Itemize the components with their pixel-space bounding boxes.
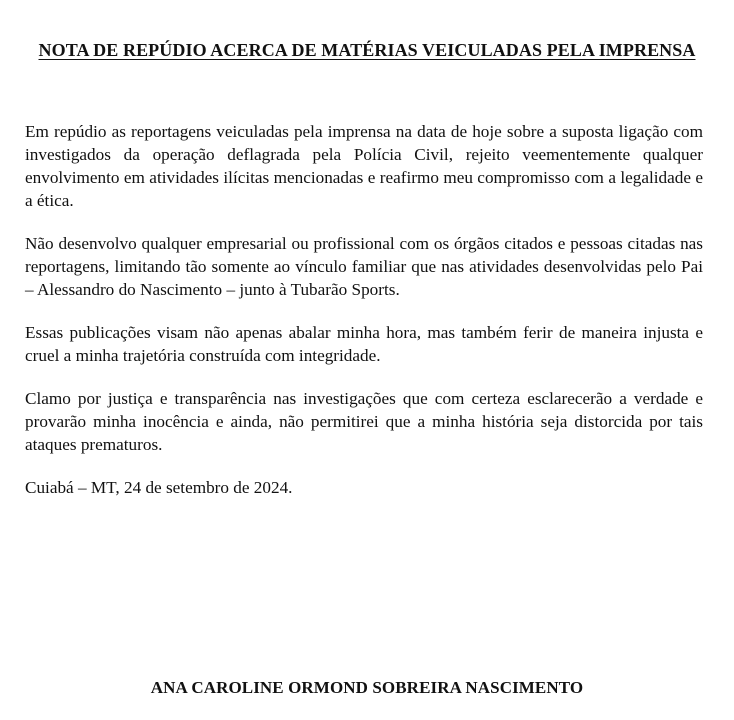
date-line: Cuiabá – MT, 24 de setembro de 2024. xyxy=(25,478,293,497)
paragraph-publicacoes: Essas publicações visam não apenas abalar minha hora, mas também ferir de maneira injusta e cruel a minha trajetória construída com integridade. xyxy=(25,323,703,365)
paragraph-justica: Clamo por justiça e transparência nas investigações que com certeza esclarecerão a verdade e provarão minha inocência e ainda, não permitirei que a minha história seja distorcida por tais ataques prematuros. xyxy=(25,389,703,454)
paragraph-vinculo: Não desenvolvo qualquer empresarial ou profissional com os órgãos citados e pessoas citadas nas reportagens, limitando tão somente ao vínculo familiar que nas atividades desenvolvidas pelo Pai – Alessandro do Nascimento – junto à Tubarão Sports. xyxy=(25,234,703,299)
signature-name: ANA CAROLINE ORMOND SOBREIRA NASCIMENTO xyxy=(150,678,584,697)
document-body xyxy=(25,120,703,499)
paragraph-repudio: Em repúdio as reportagens veiculadas pela imprensa na data de hoje sobre a suposta ligação com investigados da operação deflagrada pela Polícia Civil, rejeito veementemente qualquer envolvimento em atividades ilícitas mencionadas e reafirmo meu compromisso com a legalidade e a ética. xyxy=(25,122,703,210)
document-title: NOTA DE REPÚDIO ACERCA DE MATÉRIAS VEICULADAS PELA IMPRENSA xyxy=(38,40,696,60)
